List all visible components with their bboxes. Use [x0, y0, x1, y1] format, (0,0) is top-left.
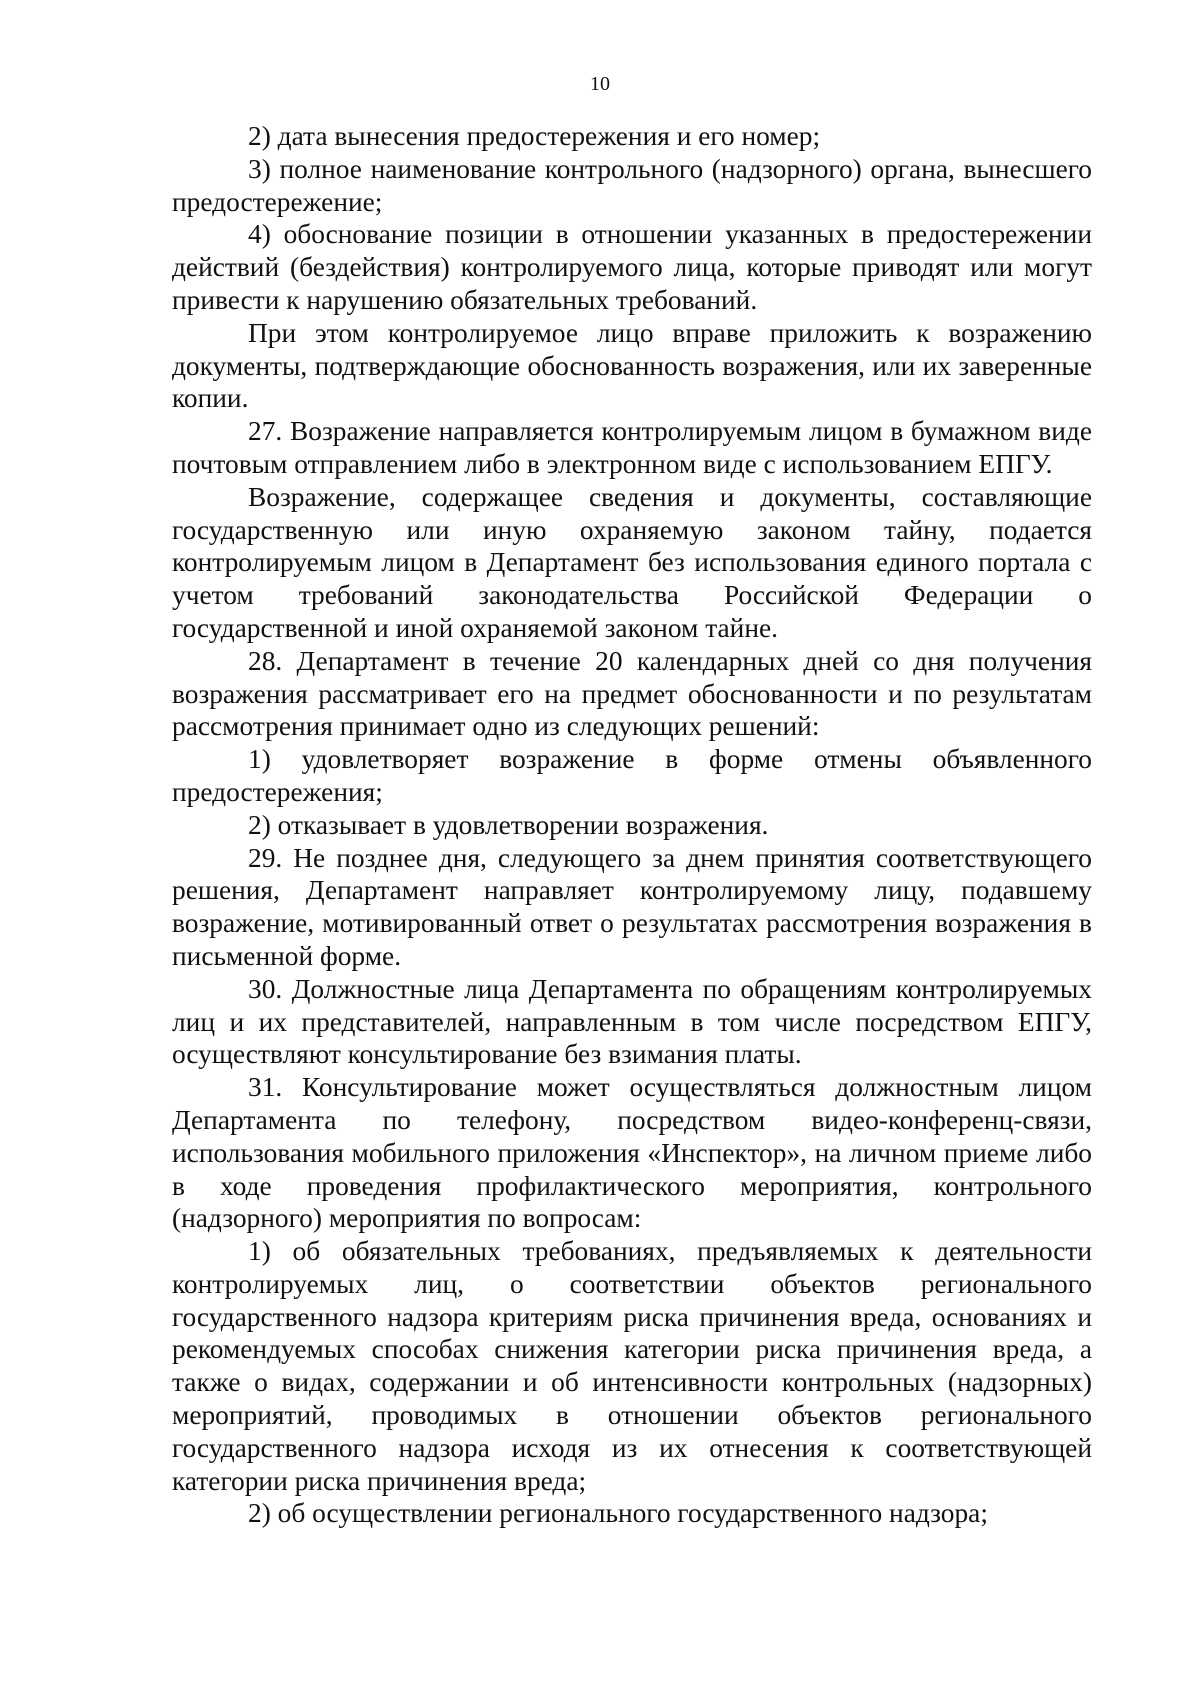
paragraph-item-4: 4) обоснование позиции в отношении указанных в предостережении действий (бездействия) контролируемого лица, которые приводят или могут привести к нарушению обязательных требований.: [172, 219, 1092, 315]
paragraph-topic-2: 2) об осуществлении регионального государственного надзора;: [248, 1498, 988, 1529]
paragraph-27: 27. Возражение направляется контролируемым лицом в бумажном виде почтовым отправлением либо в электронном виде с использованием ЕПГУ.: [172, 416, 1092, 479]
paragraph-attachments-note: При этом контролируемое лицо вправе приложить к возражению документы, подтверждающие обоснованность возражения, или их заверенные копии.: [172, 317, 1092, 414]
paragraph-30: 30. Должностные лица Департамента по обращениям контролируемых лиц и их представителей, направленным в том числе посредством ЕПГУ, осуществляют консультирование без взимания платы.: [172, 973, 1092, 1070]
paragraph-29: 29. Не позднее дня, следующего за днем принятия соответствующего решения, Департамент направляет контролируемому лицу, подавшему возражение, мотивированный ответ о результатах рассмотрения возражения в письменной форме.: [172, 842, 1092, 971]
paragraph-item-3: 3) полное наименование контрольного (надзорного) органа, вынесшего предостережение;: [172, 153, 1092, 217]
paragraph-28: 28. Департамент в течение 20 календарных дней со дня получения возражения рассматривает его на предмет обоснованности и по результатам рассмотрения принимает одно из следующих решений:: [172, 645, 1092, 742]
paragraph-secret-info: Возражение, содержащее сведения и документы, составляющие государственную или иную охраняемую законом тайну, подается контролируемым лицом в Департамент без использования единого портала с учетом требований законодательства Российской Федерации о государственной и иной охраняемой законом тайне.: [172, 481, 1092, 643]
page-number: 10: [590, 73, 610, 95]
paragraph-item-2: 2) дата вынесения предостережения и его номер;: [248, 121, 821, 151]
paragraph-topic-1: 1) об обязательных требованиях, предъявляемых к деятельности контролируемых лиц, о соответствии объектов регионального государственного надзора критериям риска причинения вреда, основаниях и рекомендуемых способах снижения категории риска причинения вреда, а также о видах, содержании и об интенсивности контрольных (надзорных) мероприятий, проводимых в отношении объектов регионального государственного надзора исходя из их отнесения к соответствующей категории риска причинения вреда;: [172, 1236, 1092, 1496]
paragraph-decision-2: 2) отказывает в удовлетворении возражения.: [248, 809, 769, 840]
document-body: [172, 120, 1092, 1530]
paragraph-decision-1: 1) удовлетворяет возражение в форме отмены объявленного предостережения;: [172, 744, 1092, 807]
paragraph-31: 31. Консультирование может осуществляться должностным лицом Департамента по телефону, посредством видео-конференц-связи, использования мобильного приложения «Инспектор», на личном приеме либо в ходе проведения профилактического мероприятия, контрольного (надзорного) мероприятия по вопросам:: [172, 1072, 1092, 1234]
